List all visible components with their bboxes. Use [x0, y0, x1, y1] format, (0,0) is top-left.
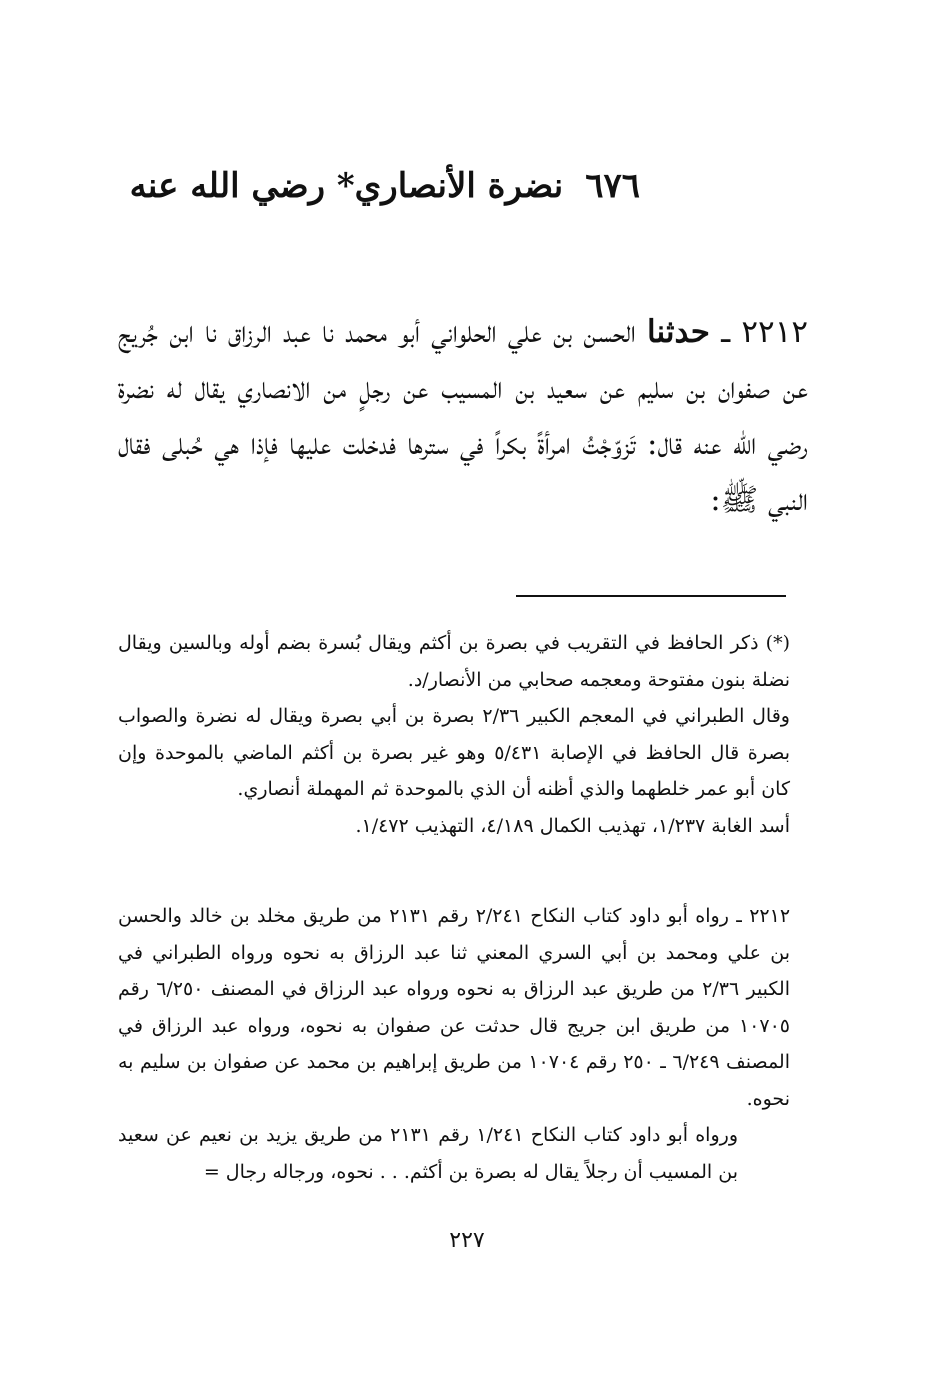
footnote-line: (*) ذكر الحافظ في التقريب في بصرة بن أكثم ويقال بُسرة بضم أوله وبالسين ويقال نضلة بنون مفتوحة ومعجمه صحابي من الأنصار/د.	[118, 632, 790, 691]
hadith-opening: حدثنا	[647, 314, 710, 350]
footnote-text: رواه أبو داود كتاب النكاح ٢/٢٤١ رقم ٢١٣١ من طريق مخلد بن خالد والحسن بن علي ومحمد بن أبي السري المعني ثنا عبد الرزاق به نحوه ورواه الطبراني في الكبير ٢/٣٦ من طريق عبد الرزاق به نحوه ورواه عبد الرزاق في المصنف ٦/٢٥٠ رقم ١٠٧٠٥ من طريق ابن جريج قال حدثت عن صفوان به نحوه، ورواه عبد الرزاق في المصنف ٦/٢٤٩ ـ ٢٥٠ رقم ١٠٧٠٤ من طريق إبراهيم بن محمد عن صفوان بن سليم به نحوه.	[118, 905, 790, 1110]
section-heading	[129, 158, 640, 214]
section-number: ٦٧٦	[585, 166, 640, 206]
footnote-star	[118, 625, 790, 844]
footnote-line: ورواه أبو داود كتاب النكاح ١/٢٤١ رقم ٢١٣١ من طريق يزيد بن نعيم عن سعيد بن المسيب أن رجلاً يقال له بصرة بن أكثم. . . نحوه، ورجاله رجال =	[118, 1124, 738, 1183]
section-title: نضرة الأنصاري* رضي الله عنه	[129, 166, 564, 206]
footnote-number: ٢٢١٢ ـ	[736, 905, 791, 927]
page-number: ٢٢٧	[449, 1228, 485, 1253]
hadith-text	[118, 304, 808, 528]
footnote-takhrij	[118, 898, 790, 1190]
footnote-separator	[516, 595, 786, 597]
hadith-number: ٢٢١٢ ـ	[721, 314, 809, 350]
footnote-line: وقال الطبراني في المعجم الكبير ٢/٣٦ بصرة بن أبي بصرة ويقال له نضرة والصواب بصرة قال الحافظ في الإصابة ٥/٤٣١ وهو غير بصرة بن أكثم الماضي بالموحدة وإن كان أبو عمر خلطهما والذي أظنه أن الذي بالموحدة ثم المهملة أنصاري.	[118, 705, 790, 800]
hadith-body: الحسن بن علي الحلواني أبو محمد نا عبد الرزاق نا ابن جُريج عن صفوان بن سليم عن سعيد بن المسيب عن رجلٍ من الانصاري يقال له نضرة رضي الله عنه قال: تَزوّجْتُ امرأةً بكراً في سترها فدخلت عليها فإذا هي حُبلى فقال النبي ﷺ:	[118, 314, 808, 518]
footnote-takhrij-body	[118, 898, 790, 1190]
footnote-line: أسد الغابة ١/٢٣٧، تهذيب الكمال ٤/١٨٩، التهذيب ١/٤٧٢.	[355, 814, 790, 837]
footnote-line	[118, 898, 790, 1117]
